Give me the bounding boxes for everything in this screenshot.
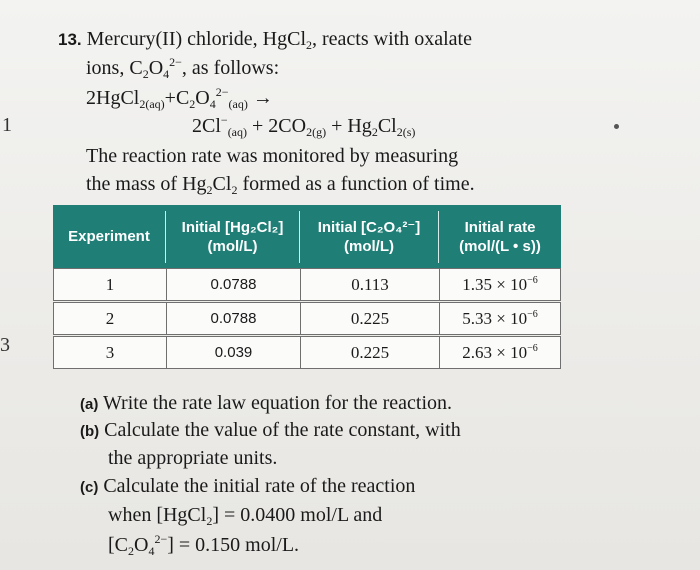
problem-line-2: ions, $C_2O_4^{2-}$, as follows: <box>86 55 280 81</box>
cell-rate: $5.33 \times 10^{-6}$ <box>462 309 538 328</box>
table-header <box>53 205 561 268</box>
margin-mark-bottom: 3 <box>0 334 10 356</box>
reaction-products: 2Cl <box>192 115 221 137</box>
reaction-line-2: $2Cl^-_{(aq)} + 2CO_{2(g)} + Hg_2Cl_{2(s)}$ <box>192 113 416 139</box>
cell-hg2cl2: 0.0788 <box>210 276 257 293</box>
question-b-label: (b) <box>80 423 100 440</box>
table-row <box>53 268 561 301</box>
intro-text-1: Mercury(II) chloride, HgCl <box>86 28 307 50</box>
reaction-line-1: $2HgCl_{2(aq)}+C_2O_4^{2-}_{(aq)}$ → <box>86 85 273 111</box>
intro-text-1-tail: , reacts with oxalate <box>312 28 472 50</box>
question-b-text-2: the appropriate units. <box>108 447 278 469</box>
problem-line-1: 13. Mercury(II) chloride, HgCl$_2$, reacts with oxalate <box>58 28 472 52</box>
question-c-text-2: when [HgCl$_2$] = 0.0400 mol/L and <box>108 504 383 528</box>
cell-c2o4: 0.113 <box>351 275 389 294</box>
question-b-text-1: Calculate the value of the rate constant, with <box>104 419 461 441</box>
cell-experiment: 1 <box>105 275 115 294</box>
question-a <box>80 391 452 417</box>
cell-c2o4: 0.225 <box>350 309 390 328</box>
table-row <box>53 302 561 335</box>
stray-dot <box>614 124 619 129</box>
cell-rate: $2.63 \times 10^{-6}$ <box>462 343 538 362</box>
question-c-text-3: $[C_2O_4^{2-}] = 0.150$ mol/L. <box>108 532 300 558</box>
cell-experiment: 3 <box>105 343 115 362</box>
intro-text-2b: , as follows: <box>181 57 280 79</box>
header-experiment: Experiment <box>68 228 150 245</box>
question-c-label: (c) <box>80 479 99 496</box>
cell-c2o4: 0.225 <box>350 343 390 362</box>
question-a-label: (a) <box>80 396 99 413</box>
statement-line-1: The reaction rate was monitored by measuring <box>86 145 459 167</box>
data-table <box>53 205 561 370</box>
header-rate: Initial rate (mol/(L • s)) <box>459 218 541 255</box>
header-c2o4: Initial [C₂O₄²⁻] (mol/L) <box>317 218 421 255</box>
cell-experiment: 2 <box>105 309 115 328</box>
header-hg2cl2: Initial [Hg₂Cl₂] (mol/L) <box>181 218 284 255</box>
question-b <box>80 418 461 444</box>
margin-mark-top: 1 <box>2 114 12 136</box>
cell-rate: $1.35 \times 10^{-6}$ <box>462 275 538 294</box>
reaction-reactant: 2HgCl <box>86 87 140 109</box>
statement-line-2: the mass of $Hg_2Cl_2$ formed as a function of time. <box>86 173 475 197</box>
question-c <box>80 474 415 500</box>
question-c-text-1: Calculate the initial rate of the reaction <box>103 475 416 497</box>
table-row <box>53 336 561 369</box>
cell-hg2cl2: 0.039 <box>214 344 253 361</box>
reaction-arrow-icon: → <box>252 87 273 109</box>
problem-number: 13. <box>58 30 82 49</box>
cell-hg2cl2: 0.0788 <box>210 310 257 327</box>
question-a-text: Write the rate law equation for the reaction. <box>102 392 453 414</box>
intro-text-2a: ions, C <box>86 57 143 79</box>
